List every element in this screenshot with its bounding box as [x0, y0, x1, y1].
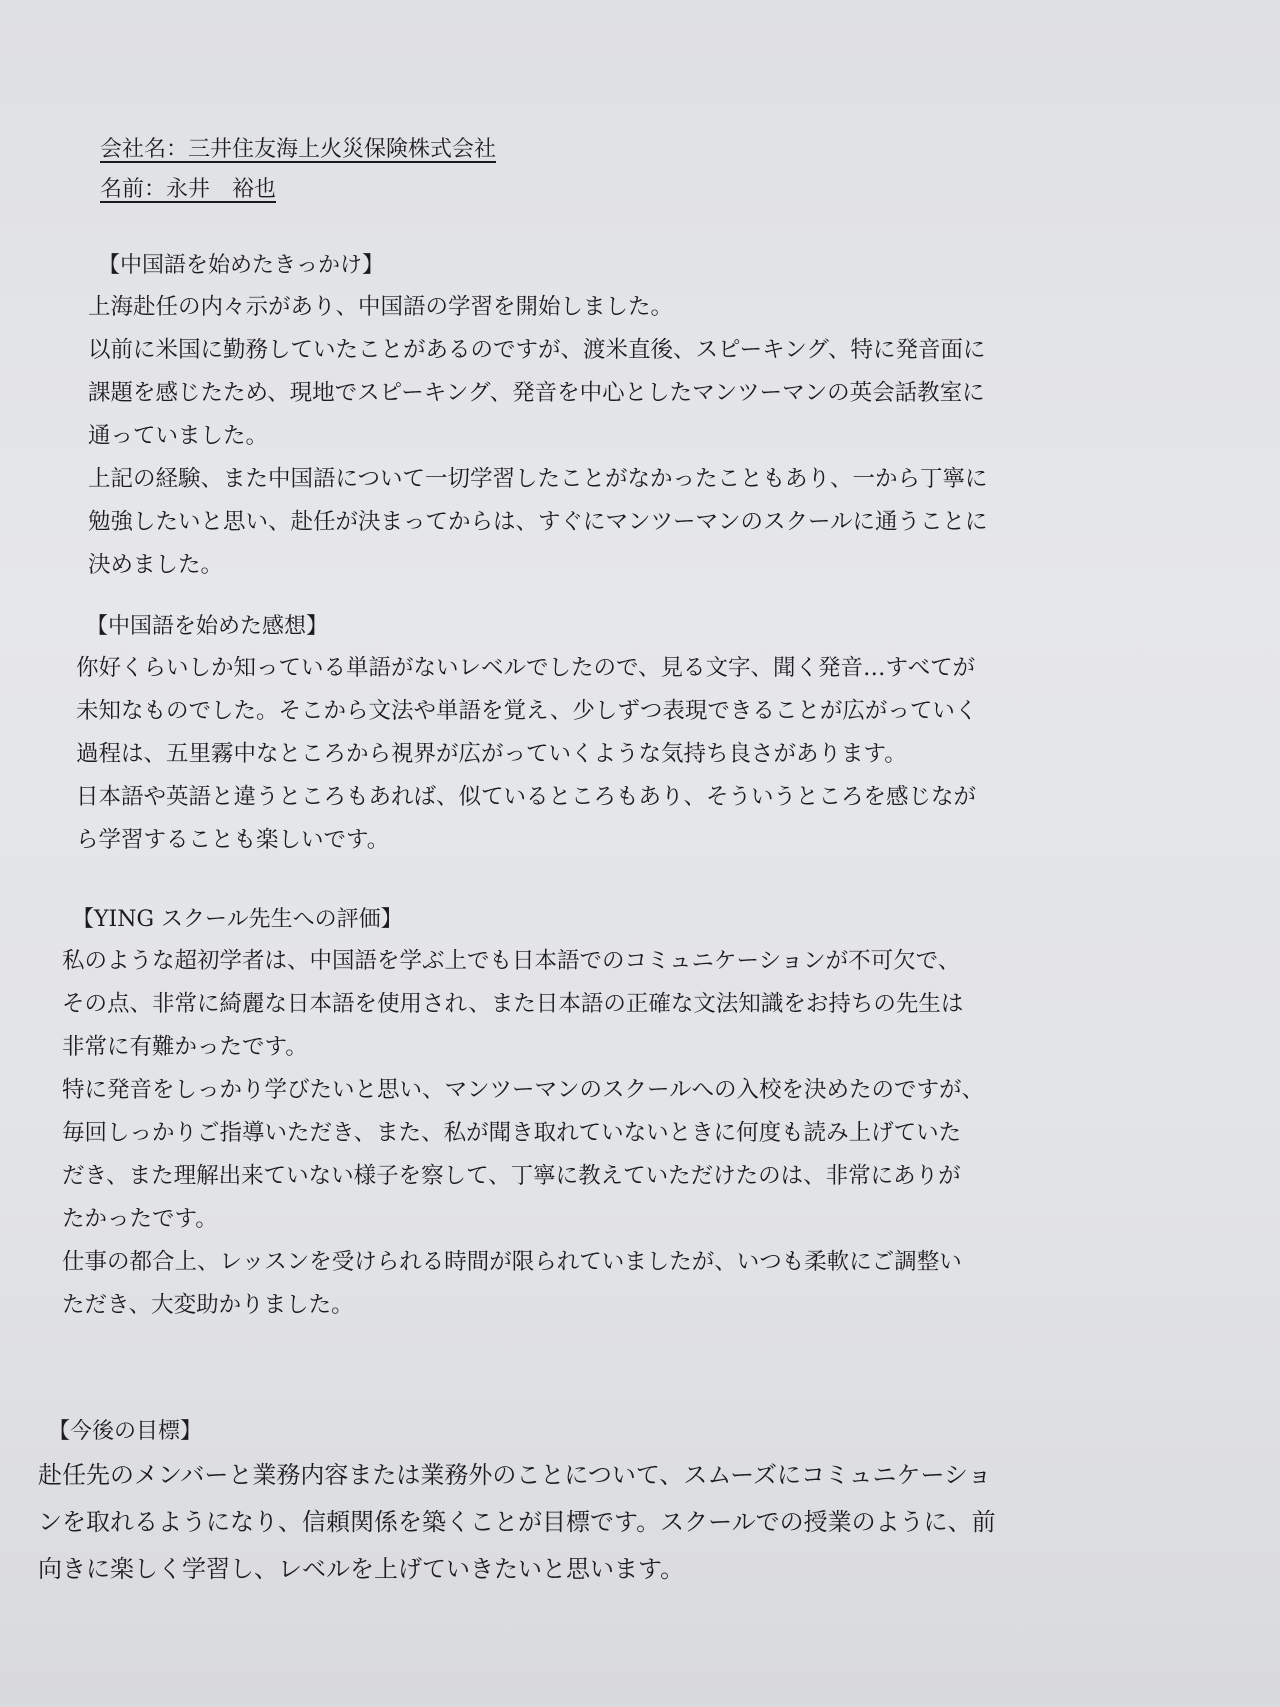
text-line: たかったです。 [62, 1206, 218, 1232]
section-motivation [88, 246, 988, 587]
text-line: 過程は、五里霧中なところから視界が広がっていくような気持ち良さがあります。 [76, 741, 907, 767]
section-heading: 【中国語を始めた感想】 [86, 614, 329, 639]
text-line: 非常に有難かったです。 [62, 1034, 308, 1060]
company-name: 会社名：三井住友海上火災保険株式会社 [100, 137, 497, 162]
text-line: ンを取れるようになり、信頼関係を築くことが目標です。スクールでの授業のように、前 [38, 1508, 996, 1536]
section-impressions [76, 607, 977, 862]
text-line: 上記の経験、また中国語について一切学習したことがなかったこともあり、一から丁寧に [88, 466, 988, 492]
section-teacher-evaluation [62, 900, 984, 1327]
text-line: 你好くらいしか知っている単語がないレベルでしたので、見る文字、聞く発音…すべてが [76, 655, 976, 681]
section-body [62, 940, 984, 1327]
section-heading: 【YING スクール先生への評価】 [72, 907, 403, 932]
section-heading: 【今後の目標】 [48, 1419, 203, 1444]
text-line: 以前に米国に勤務していたことがあるのですが、渡米直後、スピーキング、特に発音面に [88, 337, 986, 363]
text-line: 私のような超初学者は、中国語を学ぶ上でも日本語でのコミュニケーションが不可欠で、 [62, 948, 961, 974]
text-line: ら学習することも楽しいです。 [76, 827, 390, 853]
text-line: 日本語や英語と違うところもあれば、似ているところもあり、そういうところを感じなが [76, 784, 977, 810]
text-line: 決めました。 [88, 552, 224, 578]
text-line: だき、また理解出来ていない様子を察して、丁寧に教えていただけたのは、非常にありが [62, 1163, 961, 1189]
section-body [76, 647, 977, 862]
text-line: 通っていました。 [88, 423, 269, 449]
text-line: 赴任先のメンバーと業務内容または業務外のことについて、スムーズにコミュニケーショ [38, 1461, 992, 1489]
text-line: 仕事の都合上、レッスンを受けられる時間が限られていましたが、いつも柔軟にご調整い [62, 1249, 962, 1275]
text-line: 課題を感じたため、現地でスピーキング、発音を中心としたマンツーマンの英会話教室に [88, 380, 985, 406]
text-line: 上海赴任の内々示があり、中国語の学習を開始しました。 [88, 294, 674, 320]
text-line: 向きに楽しく学習し、レベルを上げていきたいと思います。 [38, 1555, 685, 1583]
text-line: 毎回しっかりご指導いただき、また、私が聞き取れていないときに何度も読み上げていた [62, 1120, 962, 1146]
text-line: 特に発音をしっかり学びたいと思い、マンツーマンのスクールへの入校を決めたのですが、 [62, 1077, 985, 1103]
section-future-goals [38, 1412, 996, 1593]
section-heading: 【中国語を始めたきっかけ】 [98, 253, 385, 278]
document-header [100, 130, 496, 210]
section-body [88, 286, 988, 587]
text-line: ただき、大変助かりました。 [62, 1292, 354, 1318]
text-line: その点、非常に綺麗な日本語を使用され、また日本語の正確な文法知識をお持ちの先生は [62, 991, 964, 1017]
text-line: 勉強したいと思い、赴任が決まってからは、すぐにマンツーマンのスクールに通うことに [88, 509, 988, 535]
section-body [38, 1452, 996, 1593]
author-name: 名前：永井 裕也 [100, 177, 277, 202]
text-line: 未知なものでした。そこから文法や単語を覚え、少しずつ表現できることが広がっていく [76, 698, 978, 724]
